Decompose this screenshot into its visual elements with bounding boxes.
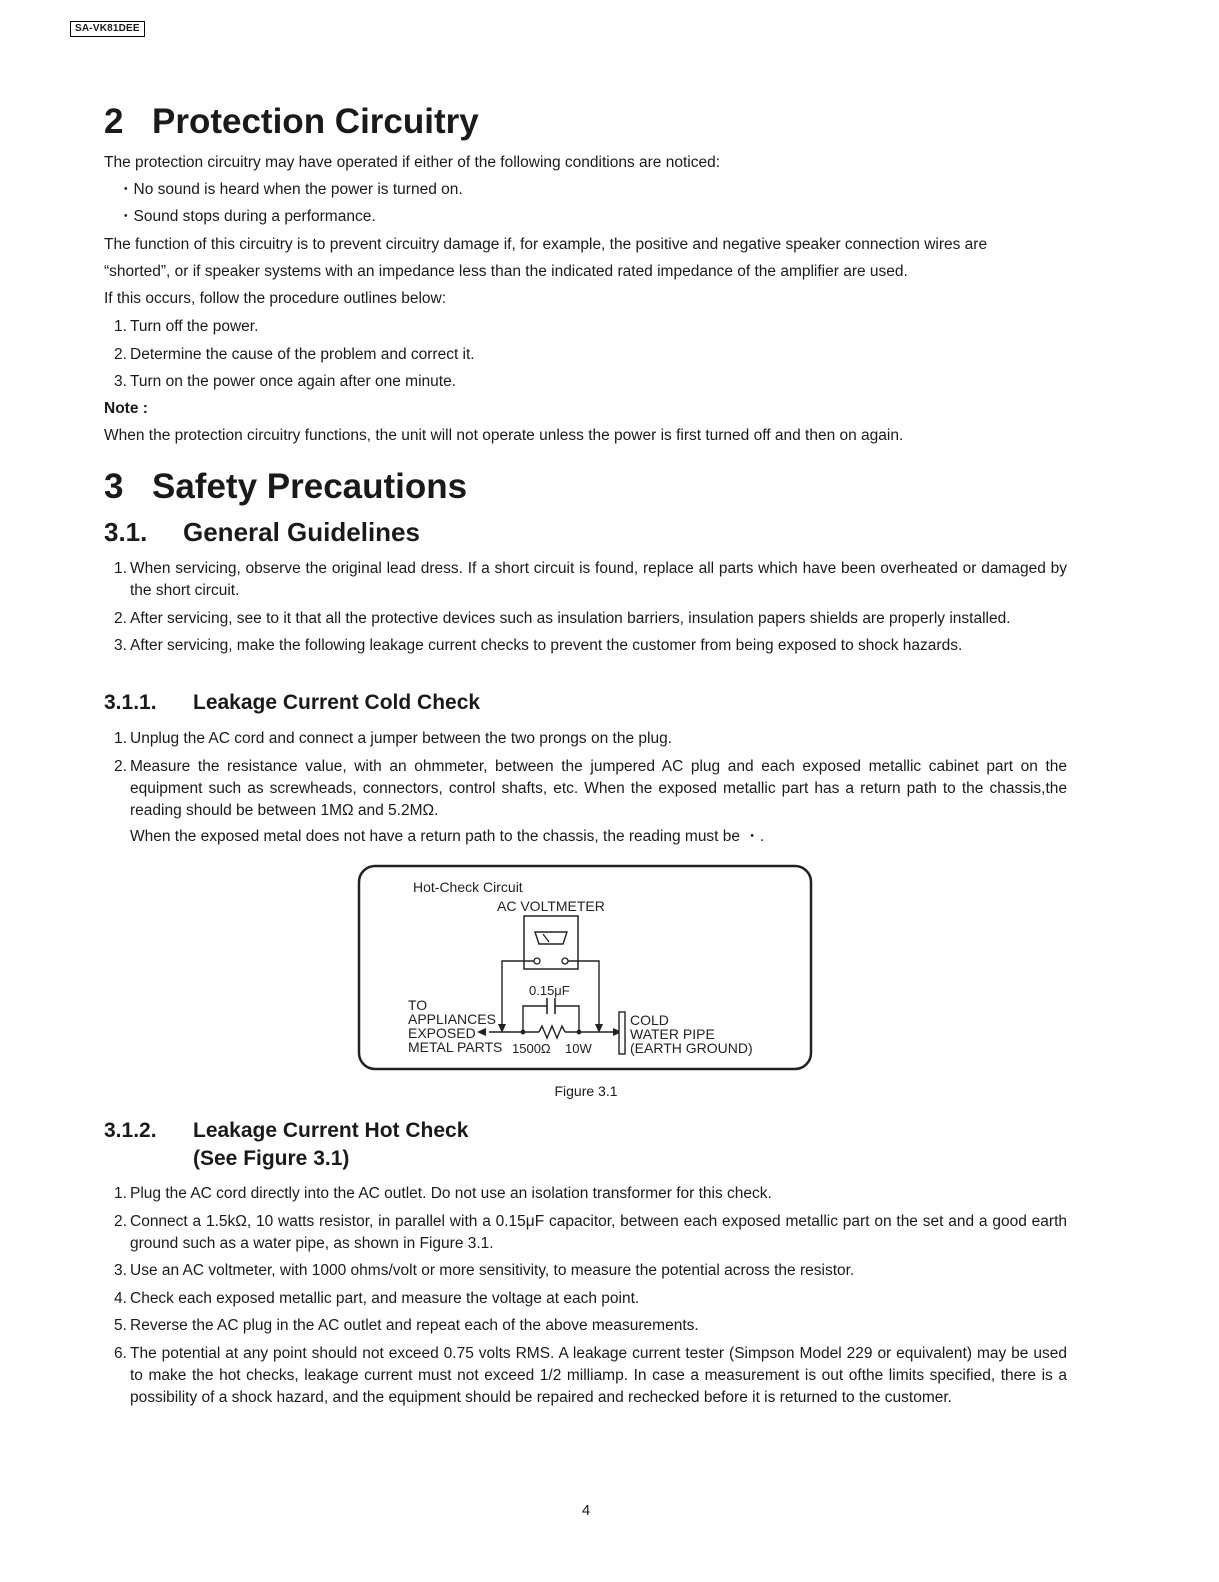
- list-item: 3. Use an AC voltmeter, with 1000 ohms/volt or more sensitivity, to measure the potential across the resistor.: [114, 1262, 855, 1279]
- figure-caption: Figure 3.1: [554, 1083, 618, 1099]
- bullet-text: No sound is heard when the power is turned on.: [133, 181, 463, 198]
- function-paragraph-line: “shorted”, or if speaker systems with an impedance less than the indicated rated impedance of the amplifier are used.: [104, 263, 908, 280]
- procedure-intro: If this occurs, follow the procedure outlines below:: [104, 290, 447, 307]
- hot-check-circuit-diagram: [357, 864, 813, 1071]
- list-item-continuation: When the exposed metal does not have a return path to the chassis, the reading must be ・.: [130, 828, 765, 845]
- general-guidelines-list: [104, 558, 1067, 663]
- wattage-label: 10W: [565, 1041, 592, 1056]
- voltmeter-terminal-icon: [562, 958, 568, 964]
- resistor-label: 1500Ω: [512, 1041, 551, 1056]
- note-text: When the protection circuitry functions, the unit will not operate unless the power is first turned off and then on again.: [104, 427, 904, 444]
- section-title: Protection Circuitry: [152, 102, 479, 141]
- left-label-line: METAL PARTS: [408, 1039, 503, 1055]
- subsection-title: General Guidelines: [183, 517, 420, 547]
- subsection-3-1-1-heading: [104, 689, 480, 717]
- voltmeter-terminal-icon: [534, 958, 540, 964]
- list-item: 3. Turn on the power once again after one minute.: [114, 373, 456, 390]
- list-item: 5. Reverse the AC plug in the AC outlet and repeat each of the above measurements.: [114, 1317, 699, 1334]
- list-item: 3. After servicing, make the following leakage current checks to prevent the customer from being exposed to shock hazards.: [114, 637, 963, 654]
- subsection-number: 3.1.1.: [104, 691, 157, 714]
- left-label-line: APPLIANCES: [408, 1011, 496, 1027]
- water-pipe-icon: [619, 1012, 625, 1054]
- capacitor-label: 0.15μF: [529, 983, 570, 998]
- subsection-title-continuation: (See Figure 3.1): [193, 1147, 350, 1170]
- list-item: 2. Connect a 1.5kΩ, 10 watts resistor, in parallel with a 0.15μF capacitor, between each exposed metallic part on the set and a good earth ground such as a water pipe, as shown in Figure 3.1.: [114, 1212, 1067, 1252]
- right-label-line: WATER PIPE: [630, 1026, 715, 1042]
- note-label: Note :: [104, 400, 148, 417]
- subsection-number: 3.1.: [104, 517, 148, 547]
- section-2-heading: [104, 102, 479, 142]
- page-number: 4: [581, 1502, 591, 1519]
- list-item: 6. The potential at any point should not exceed 0.75 volts RMS. A leakage current tester (Simpson Model 229 or equivalent) may be used to make the hot checks, leakage current must not exceed 1/2 milliamp. In case a measurement is out ofthe limits specified, there is a possibility of a shock hazard, and the equipment should be repaired and rechecked before it is returned to the customer.: [114, 1344, 1067, 1406]
- subsection-3-1-2-heading: [104, 1117, 468, 1173]
- section-title: Safety Precautions: [152, 467, 468, 506]
- hot-check-list: [104, 1183, 1067, 1414]
- left-label-line: TO: [408, 997, 428, 1013]
- list-item: 2. Measure the resistance value, with an ohmmeter, between the jumpered AC plug and each exposed metallic cabinet part on the equipment such as screwheads, connectors, control shafts, etc. When the exposed metallic part has a return path to the chassis,the reading should be between 1MΩ and 5.2MΩ.: [114, 757, 1067, 819]
- bullet-text: Sound stops during a performance.: [133, 208, 376, 225]
- bullet-item: ・Sound stops during a performance.: [118, 208, 376, 225]
- section-2-intro: The protection circuitry may have operated if either of the following conditions are noticed:: [104, 154, 721, 171]
- list-item: 4. Check each exposed metallic part, and measure the voltage at each point.: [114, 1289, 640, 1307]
- bullet-item: ・No sound is heard when the power is turned on.: [118, 181, 463, 198]
- circuit-title: Hot-Check Circuit: [413, 879, 523, 895]
- procedure-steps: [104, 316, 1067, 399]
- list-item: 1. Plug the AC cord directly into the AC outlet. Do not use an isolation transformer for this check.: [114, 1185, 772, 1202]
- cold-check-list: [104, 728, 1067, 854]
- list-item: 1. Turn off the power.: [114, 318, 259, 335]
- voltmeter-label: AC VOLTMETER: [497, 898, 605, 914]
- section-number: 3: [104, 467, 124, 506]
- subsection-title: Leakage Current Hot Check: [193, 1119, 469, 1142]
- list-item: 1. Unplug the AC cord and connect a jumper between the two prongs on the plug.: [114, 730, 672, 747]
- model-tag: SA-VK81DEE: [70, 21, 145, 37]
- section-3-heading: [104, 467, 467, 507]
- right-label-line: (EARTH GROUND): [630, 1040, 753, 1056]
- list-item: 1. When servicing, observe the original lead dress. If a short circuit is found, replace all parts which have been overheated or damaged by the short circuit.: [114, 560, 1067, 599]
- section-number: 2: [104, 102, 124, 141]
- subsection-title: Leakage Current Cold Check: [193, 691, 481, 714]
- subsection-3-1-heading: [104, 517, 420, 547]
- right-label-line: COLD: [630, 1012, 669, 1028]
- list-item: 2. Determine the cause of the problem and correct it.: [114, 345, 475, 363]
- function-paragraph-line: The function of this circuitry is to prevent circuitry damage if, for example, the positive and negative speaker connection wires are: [104, 236, 988, 253]
- left-label-line: EXPOSED: [408, 1025, 476, 1041]
- list-item: 2. After servicing, see to it that all the protective devices such as insulation barriers, insulation papers shields are properly installed.: [114, 609, 1011, 627]
- subsection-number: 3.1.2.: [104, 1119, 157, 1142]
